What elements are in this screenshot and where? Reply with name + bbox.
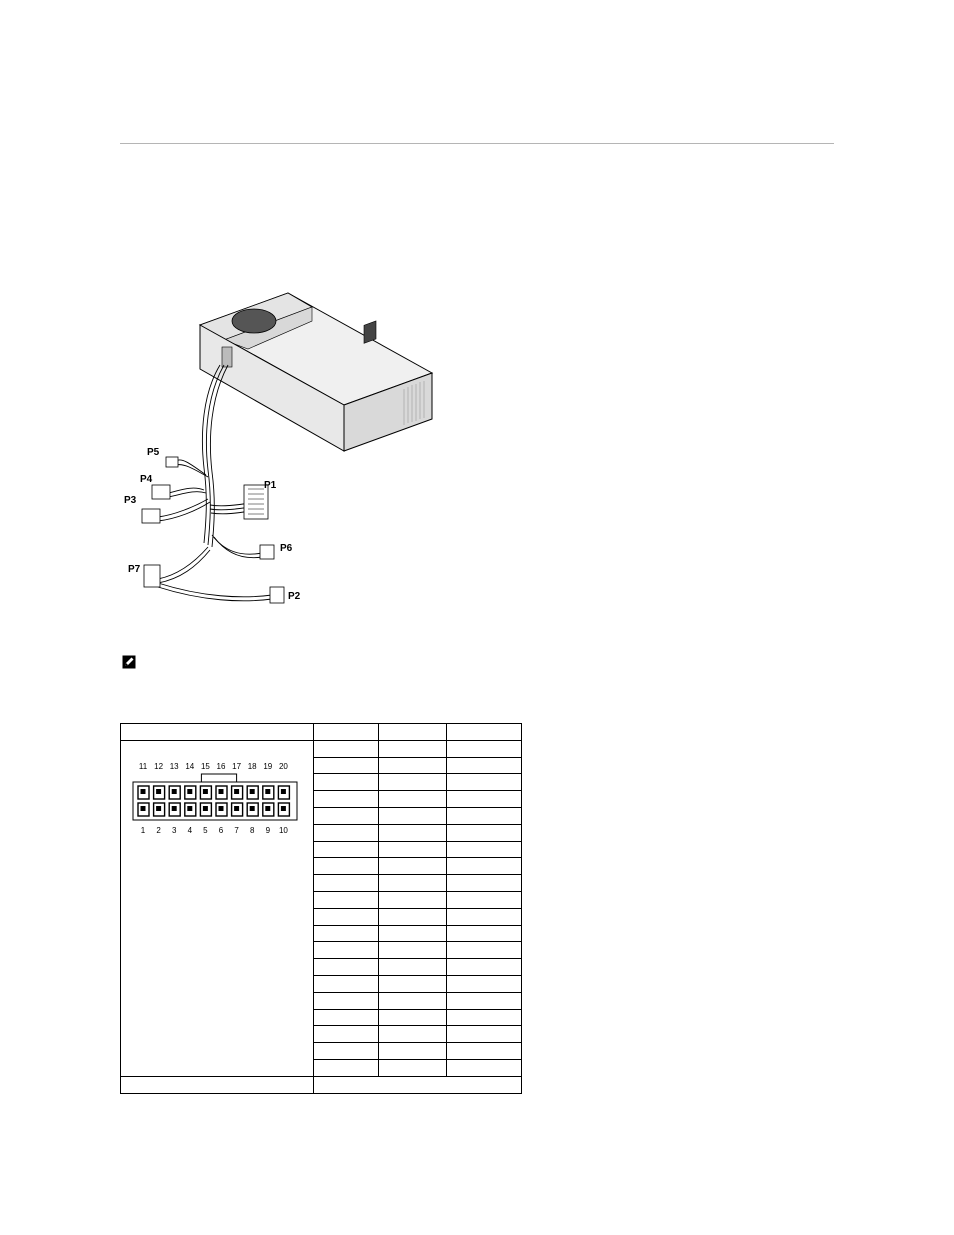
table-cell <box>314 942 378 959</box>
connector-pin-corner <box>187 806 192 811</box>
connector-pin-corner <box>172 806 177 811</box>
connector-p6 <box>260 545 274 559</box>
table-cell <box>314 858 378 875</box>
pin-number-label: 10 <box>278 825 288 835</box>
fan-icon <box>232 309 276 333</box>
pin-assignment-table <box>120 723 522 1094</box>
callout-p7: P7 <box>128 564 141 575</box>
connector-diagram-cell <box>121 740 314 1076</box>
table-cell <box>446 908 521 925</box>
connector-p2 <box>270 587 284 603</box>
connector-pin-corner <box>141 806 146 811</box>
callout-p2: P2 <box>288 591 301 602</box>
table-cell <box>314 1059 378 1076</box>
table-cell <box>378 925 446 942</box>
connector-pin-corner <box>281 806 286 811</box>
table-cell <box>314 740 378 757</box>
table-cell <box>378 942 446 959</box>
pin-number-label: 12 <box>154 761 164 771</box>
connector-p7 <box>144 565 160 587</box>
callout-p6: P6 <box>280 543 293 554</box>
table-cell <box>446 891 521 908</box>
pin-number-label: 5 <box>203 825 208 835</box>
table-cell <box>314 975 378 992</box>
pin-number-label: 13 <box>169 761 179 771</box>
connector-key-tab <box>201 774 236 782</box>
table-header-row <box>121 724 522 741</box>
table-cell <box>446 841 521 858</box>
connector-pin-corner <box>219 789 224 794</box>
table-cell <box>446 959 521 976</box>
pin-number-label: 2 <box>156 825 161 835</box>
connector-pin-corner <box>234 789 239 794</box>
table-cell <box>378 959 446 976</box>
pin-number-label: 8 <box>249 825 255 835</box>
connector-pin-corner <box>156 806 161 811</box>
table-cell <box>446 975 521 992</box>
pin-number-label: 4 <box>187 825 193 835</box>
table-cell <box>378 774 446 791</box>
table-cell <box>446 740 521 757</box>
table-cell <box>314 891 378 908</box>
table-cell <box>378 1043 446 1060</box>
pin-number-label: 20 <box>278 761 288 771</box>
table-footer-row <box>121 1076 522 1093</box>
table-cell <box>314 774 378 791</box>
table-cell <box>378 824 446 841</box>
connector-pin-corner <box>141 789 146 794</box>
pin-number-label: 3 <box>171 825 177 835</box>
connector-pin-corner <box>250 806 255 811</box>
table-cell <box>121 1076 314 1093</box>
connector-pin-corner <box>219 806 224 811</box>
table-cell <box>446 942 521 959</box>
table-cell <box>314 959 378 976</box>
connector-pin-corner <box>203 789 208 794</box>
table-cell <box>314 824 378 841</box>
power-supply-illustration <box>112 285 452 615</box>
connector-p4 <box>152 485 170 499</box>
table-cell <box>378 908 446 925</box>
connector-pin-corner <box>234 806 239 811</box>
pin-number-label: 1 <box>140 825 146 835</box>
table-cell <box>446 858 521 875</box>
connector-pin-corner <box>265 806 270 811</box>
table-cell <box>378 992 446 1009</box>
pin-number-label: 6 <box>218 825 224 835</box>
pin-number-label: 9 <box>265 825 271 835</box>
ac-socket-icon <box>364 321 376 343</box>
table-cell <box>314 841 378 858</box>
callout-p4: P4 <box>140 474 153 485</box>
pin-connector-diagram <box>129 759 301 839</box>
table-cell <box>446 1026 521 1043</box>
pin-number-label: 7 <box>234 825 239 835</box>
table-cell <box>314 807 378 824</box>
table-cell <box>314 992 378 1009</box>
pin-number-label: 19 <box>263 761 273 771</box>
connector-pin-corner <box>250 789 255 794</box>
table-row <box>121 740 522 757</box>
table-cell <box>446 824 521 841</box>
pin-number-label: 16 <box>216 761 226 771</box>
table-cell <box>314 908 378 925</box>
note-pencil-icon <box>122 655 136 669</box>
table-cell <box>378 1009 446 1026</box>
table-cell <box>314 1076 522 1093</box>
connector-pin-corner <box>187 789 192 794</box>
table-cell <box>314 757 378 774</box>
header-divider <box>120 143 834 144</box>
table-cell <box>378 1026 446 1043</box>
table-cell <box>446 757 521 774</box>
connector-p5 <box>166 457 178 467</box>
table-cell <box>446 1059 521 1076</box>
table-cell <box>446 774 521 791</box>
pin-number-label: 18 <box>247 761 257 771</box>
table-cell <box>378 858 446 875</box>
callout-p5: P5 <box>147 447 160 458</box>
table-cell <box>446 1043 521 1060</box>
table-cell <box>446 807 521 824</box>
table-cell <box>314 875 378 892</box>
table-cell <box>314 791 378 808</box>
table-cell <box>378 975 446 992</box>
connector-p3 <box>142 509 160 523</box>
table-cell <box>378 757 446 774</box>
table-cell <box>446 1009 521 1026</box>
connector-pin-corner <box>265 789 270 794</box>
callout-p3: P3 <box>124 495 137 506</box>
table-cell <box>446 791 521 808</box>
table-cell <box>314 1043 378 1060</box>
table-cell <box>446 992 521 1009</box>
table-cell <box>378 807 446 824</box>
table-cell <box>446 875 521 892</box>
connector-pin-corner <box>172 789 177 794</box>
table-cell <box>314 925 378 942</box>
table-cell <box>378 891 446 908</box>
connector-pin-corner <box>156 789 161 794</box>
callout-p1: P1 <box>264 480 277 491</box>
table-cell <box>378 740 446 757</box>
table-cell <box>314 1009 378 1026</box>
pin-number-label: 17 <box>232 761 242 771</box>
connector-pin-corner <box>203 806 208 811</box>
pin-number-label: 15 <box>200 761 210 771</box>
table-cell <box>378 791 446 808</box>
pin-number-label: 14 <box>185 761 195 771</box>
table-cell <box>378 841 446 858</box>
connector-pin-corner <box>281 789 286 794</box>
pin-number-label: 11 <box>138 761 148 771</box>
table-cell <box>378 1059 446 1076</box>
table-cell <box>314 1026 378 1043</box>
table-cell <box>378 875 446 892</box>
table-cell <box>446 925 521 942</box>
